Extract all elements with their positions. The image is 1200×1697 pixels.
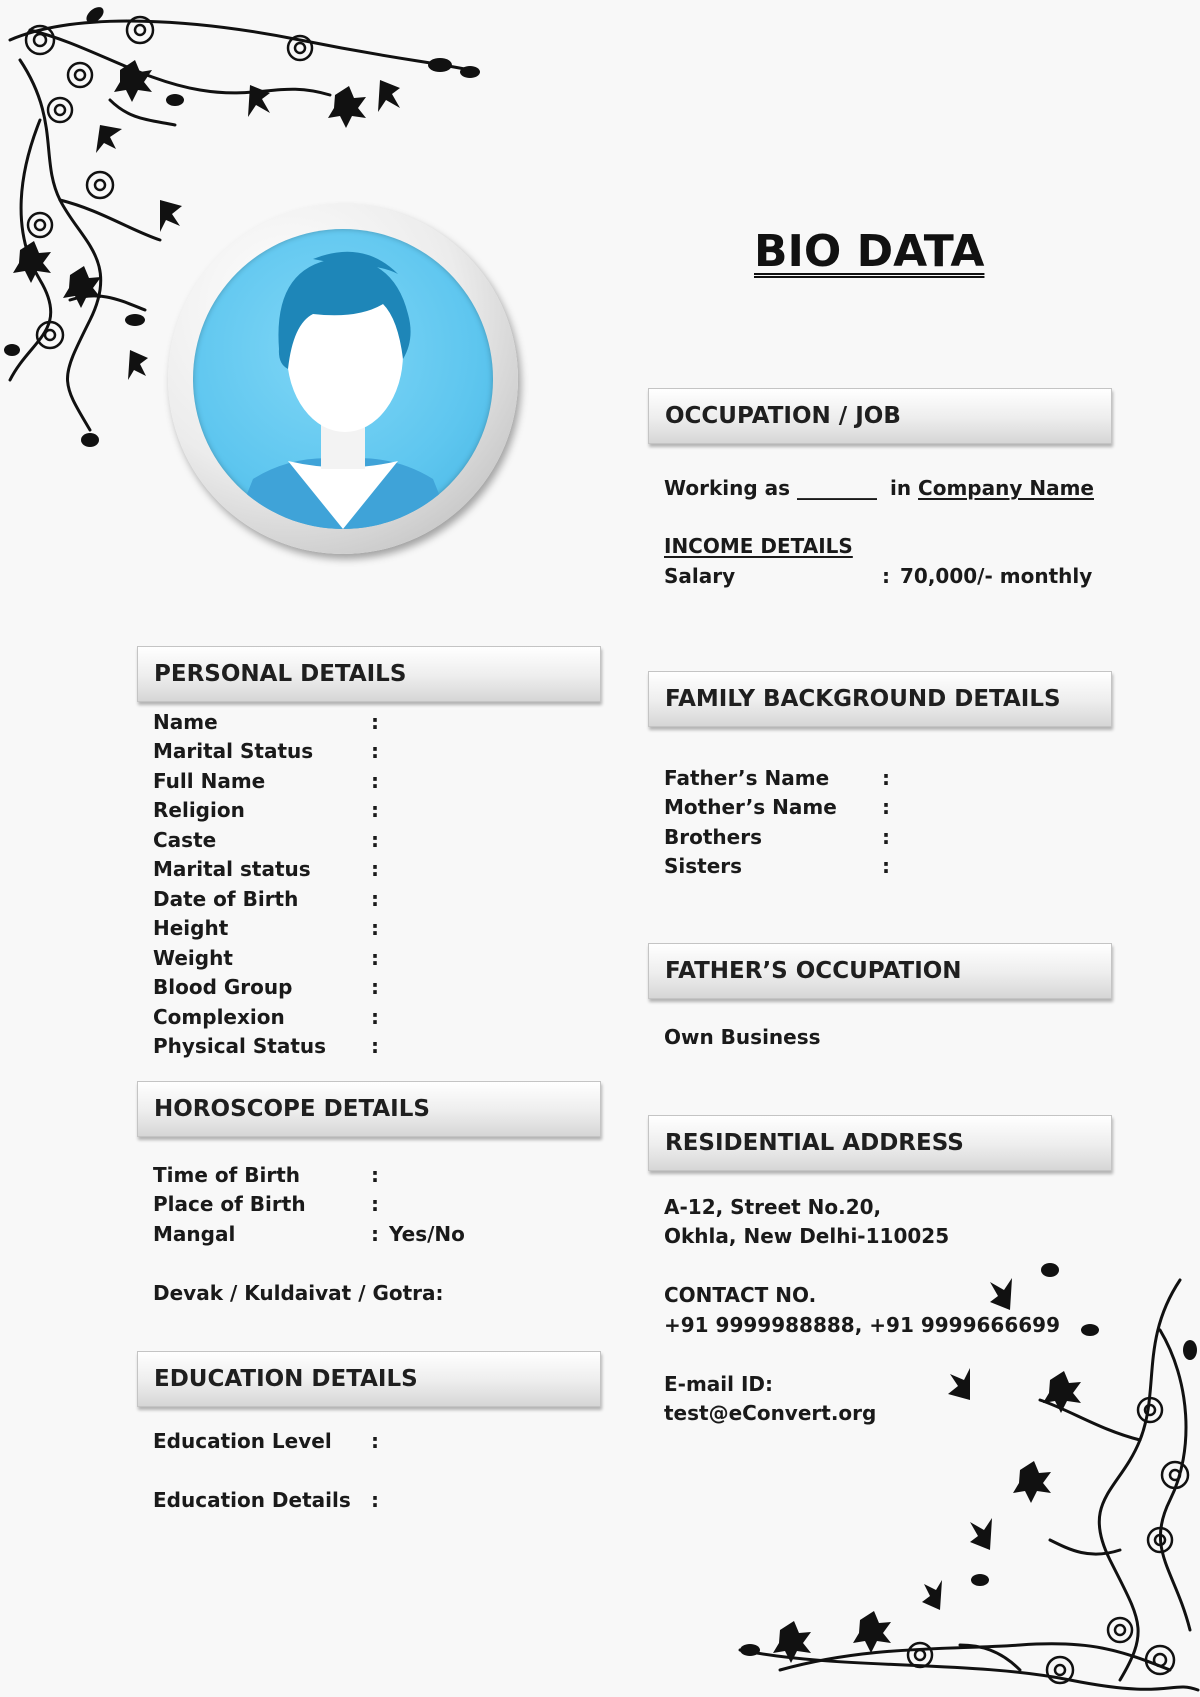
section-header-address: RESIDENTIAL ADDRESS (648, 1115, 1112, 1171)
section-header-horoscope: HOROSCOPE DETAILS (137, 1081, 601, 1137)
family-colon: : (882, 854, 890, 878)
email-value[interactable]: test@eConvert.org (664, 1401, 877, 1425)
education-field-level: Education Level (153, 1429, 332, 1453)
personal-colon: : (371, 975, 379, 999)
personal-field-physical-status: Physical Status (153, 1034, 327, 1058)
salary-value: 70,000/- monthly (900, 564, 1093, 588)
avatar-icon (193, 229, 493, 529)
personal-colon: : (371, 946, 379, 970)
address-line-1: A-12, Street No.20, (664, 1195, 882, 1219)
family-colon: : (882, 766, 890, 790)
family-field-mother: Mother’s Name (664, 795, 837, 819)
contact-label: CONTACT NO. (664, 1283, 817, 1307)
personal-field-caste: Caste (153, 828, 217, 852)
email-label: E-mail ID: (664, 1372, 774, 1396)
section-header-education: EDUCATION DETAILS (137, 1351, 601, 1407)
horoscope-colon: : (371, 1222, 379, 1246)
working-as-label: Working as (664, 476, 791, 500)
education-field-details: Education Details (153, 1488, 351, 1512)
section-header-father-occupation: FATHER’S OCCUPATION (648, 943, 1112, 999)
page-title: BIO DATA (754, 226, 985, 277)
personal-colon: : (371, 739, 379, 763)
personal-colon: : (371, 887, 379, 911)
salary-label: Salary (664, 564, 736, 588)
personal-colon: : (371, 1034, 379, 1058)
personal-colon: : (371, 1005, 379, 1029)
section-header-family: FAMILY BACKGROUND DETAILS (648, 671, 1112, 727)
horoscope-field-time-of-birth: Time of Birth (153, 1163, 301, 1187)
personal-field-complexion: Complexion (153, 1005, 285, 1029)
personal-colon: : (371, 798, 379, 822)
contact-value[interactable]: +91 9999988888, +91 9999666699 (664, 1313, 1060, 1337)
personal-field-religion: Religion (153, 798, 245, 822)
education-colon: : (371, 1488, 379, 1512)
in-label: in (889, 476, 912, 500)
personal-colon: : (371, 769, 379, 793)
personal-field-marital-status: Marital Status (153, 739, 314, 763)
horoscope-field-place-of-birth: Place of Birth (153, 1192, 306, 1216)
address-line-2: Okhla, New Delhi-110025 (664, 1224, 950, 1248)
family-field-father: Father’s Name (664, 766, 830, 790)
personal-field-blood-group: Blood Group (153, 975, 293, 999)
personal-field-dob: Date of Birth (153, 887, 299, 911)
horoscope-colon: : (371, 1192, 379, 1216)
family-colon: : (882, 795, 890, 819)
personal-colon: : (371, 857, 379, 881)
section-header-personal: PERSONAL DETAILS (137, 646, 601, 702)
personal-colon: : (371, 828, 379, 852)
salary-colon: : (882, 564, 890, 588)
personal-colon: : (371, 710, 379, 734)
section-header-occupation: OCCUPATION / JOB (648, 388, 1112, 444)
education-colon: : (371, 1429, 379, 1453)
personal-field-height: Height (153, 916, 229, 940)
personal-colon: : (371, 916, 379, 940)
horoscope-colon: : (371, 1163, 379, 1187)
devak-kuldaivat-gotra: Devak / Kuldaivat / Gotra: (153, 1281, 444, 1305)
personal-field-name: Name (153, 710, 218, 734)
family-colon: : (882, 825, 890, 849)
personal-field-weight: Weight (153, 946, 233, 970)
family-field-brothers: Brothers (664, 825, 762, 849)
family-field-sisters: Sisters (664, 854, 743, 878)
horoscope-field-mangal: Mangal (153, 1222, 236, 1246)
working-as-line (664, 476, 1094, 500)
personal-field-marital-status-2: Marital status (153, 857, 311, 881)
mangal-value: Yes/No (389, 1222, 465, 1246)
profile-photo[interactable] (193, 229, 493, 529)
father-occupation-value: Own Business (664, 1025, 821, 1049)
personal-field-full-name: Full Name (153, 769, 266, 793)
working-as-blank[interactable]: ________ (797, 476, 877, 500)
company-name: Company Name (918, 476, 1094, 500)
income-details-heading: INCOME DETAILS (664, 534, 853, 558)
